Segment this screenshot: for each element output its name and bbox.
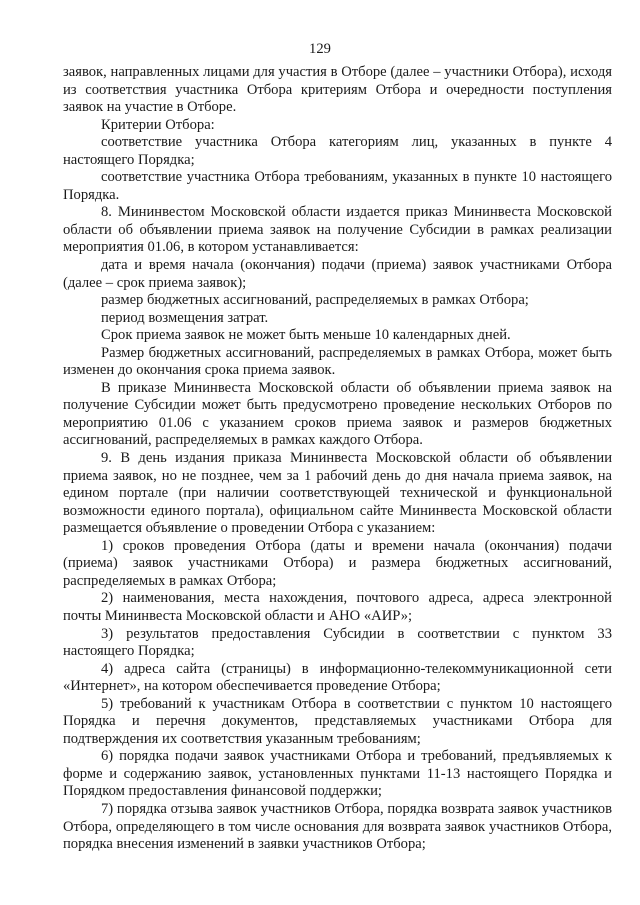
paragraph: 5) требований к участникам Отбора в соответствии с пунктом 10 настоящего Порядка и перечня документов, представляемых участниками Отбора для подтверждения их соответствия указанным требованиям; xyxy=(63,695,612,747)
paragraph: период возмещения затрат. xyxy=(101,309,269,326)
paragraph: дата и время начала (окончания) подачи (приема) заявок участниками Отбора (далее – срок приема заявок); xyxy=(63,257,612,291)
paragraph: размер бюджетных ассигнований, распределяемых в рамках Отбора; xyxy=(101,292,529,309)
paragraph: 7) порядка отзыва заявок участников Отбора, порядка возврата заявок участников Отбора, определяющего в том числе основания для возврата заявок участников Отбора, порядка внесения изменений в заявки участников Отбора; xyxy=(63,800,612,853)
paragraph: Размер бюджетных ассигнований, распределяемых в рамках Отбора, может быть изменен до окончания срока приема заявок. xyxy=(63,344,612,379)
paragraph: 2) наименования, места нахождения, почтового адреса, адреса электронной почты Мининвеста Московской области и АНО «АИР»; xyxy=(63,590,612,624)
paragraph: 4) адреса сайта (страницы) в информационно-телекоммуникационной сети «Интернет», на котором обеспечивается проведение Отбора; xyxy=(63,660,612,695)
paragraph: заявок, направленных лицами для участия в Отборе (далее – участники Отбора), исходя из соответствия участника Отбора критериям Отбора и очередности поступления заявок на участие в Отборе. xyxy=(63,64,612,116)
paragraph: 6) порядка подачи заявок участниками Отбора и требований, предъявляемых к форме и содержанию заявок, установленных пунктами 11-13 настоящего Порядка и Порядком предоставления финансовой поддержки; xyxy=(63,748,612,800)
paragraph: 1) сроков проведения Отбора (даты и времени начала (окончания) подачи (приема) заявок участниками Отбора) и размера бюджетных ассигнований, распределяемых в рамках Отбора; xyxy=(63,537,612,589)
document-body xyxy=(63,64,612,854)
paragraph: 8. Мининвестом Московской области издается приказ Мининвеста Московской области об объявлении приема заявок на получение Субсидии в рамках реализации мероприятия 01.06, в котором устанавливается: xyxy=(63,204,612,256)
paragraph: Критерии Отбора: xyxy=(101,116,215,133)
paragraph: В приказе Мининвеста Московской области об объявлении приема заявок на получение Субсидии может быть предусмотрено проведение нескольких Отборов по мероприятию 01.06 с указанием сроков приема заявок и размеров бюджетных ассигнований, распределяемых в рамках каждого Отбора. xyxy=(63,379,612,449)
paragraph: соответствие участника Отбора требованиям, указанных в пункте 10 настоящего Порядка. xyxy=(63,169,612,203)
paragraph: 3) результатов предоставления Субсидии в соответствии с пунктом 33 настоящего Порядка; xyxy=(63,625,612,660)
paragraph: 9. В день издания приказа Мининвеста Московской области об объявлении приема заявок, но не позднее, чем за 1 рабочий день до дня начала приема заявок, на едином портале (при наличии соответствующей технической и функциональной возможности единого портала), официальном сайте Мининвеста Московской области размещается объявление о проведении Отбора с указанием: xyxy=(63,450,612,537)
page-number: 129 xyxy=(309,41,331,57)
paragraph: соответствие участника Отбора категориям лиц, указанных в пункте 4 настоящего Порядка; xyxy=(63,134,612,168)
paragraph: Срок приема заявок не может быть меньше 10 календарных дней. xyxy=(101,327,511,344)
